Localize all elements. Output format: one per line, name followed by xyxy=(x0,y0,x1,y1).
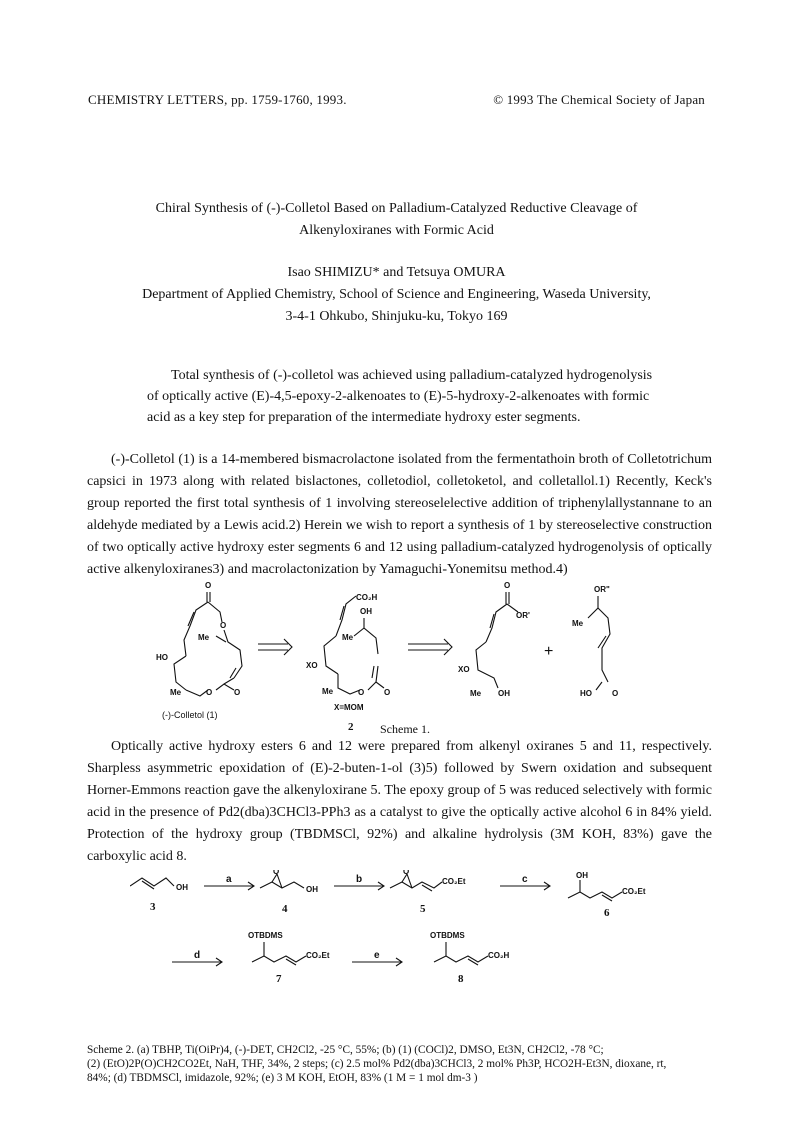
atom-label: OTBDMS xyxy=(248,931,283,940)
compound-7 xyxy=(248,931,330,985)
atom-label: Me xyxy=(170,688,182,697)
atom-label: HO xyxy=(156,653,168,662)
compound-5 xyxy=(390,870,466,915)
atom-label: O xyxy=(205,581,212,590)
atom-label: CO₂H xyxy=(488,951,510,960)
atom-label: Me xyxy=(342,633,354,642)
atom-label: OH xyxy=(576,871,588,880)
atom-label: O xyxy=(384,688,391,697)
compound-2-structure xyxy=(306,593,390,733)
atom-label: CO₂Et xyxy=(442,877,466,886)
atom-label: HO xyxy=(580,689,592,698)
step-label-d: d xyxy=(194,950,201,961)
scheme-2 xyxy=(130,870,690,1040)
abstract-text: Total synthesis of (-)-colletol was achieved using palladium-catalyzed hydrogenolysis of optically active (E)-4,5-epoxy-2-alkenoates to (E)-5-hydroxy-2-alkenoates with formic acid as a key step for preparation of the intermediate hydroxy ester segments. xyxy=(147,368,653,425)
colletol-structure xyxy=(156,581,242,720)
atom-label: Me xyxy=(198,633,210,642)
compound-6 xyxy=(568,871,646,919)
scheme-1-label: Scheme 1. xyxy=(380,722,430,734)
atom-label: XO xyxy=(458,665,470,674)
step-label-a: a xyxy=(226,874,232,885)
compound-2-number: 2 xyxy=(348,721,354,733)
step-arrow-e xyxy=(352,950,402,966)
compound-number-3: 3 xyxy=(150,901,156,913)
caption-line-1: Scheme 2. (a) TBHP, Ti(OiPr)4, (-)-DET, CH2Cl2, -25 °C, 55%; (b) (1) (COCl)2, DMSO, Et3N, CH2Cl2, -78 °C; xyxy=(87,1044,604,1056)
step-label-b: b xyxy=(356,874,363,885)
atom-label: O xyxy=(234,688,241,697)
title-line-2: Alkenyloxiranes with Formic Acid xyxy=(299,223,494,238)
atom-label: OH xyxy=(360,607,372,616)
compound-number-6: 6 xyxy=(604,907,610,919)
body-paragraph-2 xyxy=(87,736,712,868)
body-paragraph-1 xyxy=(87,449,712,581)
step-arrow-c xyxy=(500,874,550,890)
x-definition: X=MOM xyxy=(334,703,364,712)
caption-line-3: 84%; (d) TBDMSCl, imidazole, 92%; (e) 3 M KOH, EtOH, 83% (1 M = 1 mol dm-3 ) xyxy=(87,1072,478,1084)
step-arrow-b xyxy=(334,874,384,890)
fragment-b-structure xyxy=(572,585,618,698)
atom-label: XO xyxy=(306,661,318,670)
step-label-c: c xyxy=(522,874,528,885)
atom-label: O xyxy=(273,870,280,876)
atom-label: Me xyxy=(470,689,482,698)
paragraph-1-text: (-)-Colletol (1) is a 14-membered bismacrolactone isolated from the fermentathoin broth of Colletotrichum capsici in 1973 along with related bislactones, colletodiol, colletoketol, and colletallol.1) Recently, Keck's group reported the first total synthesis of 1 involving stereoselelective addition of triphenylallystannane to an aldehyde mediated by a Lewis acid.2) Herein we wish to report a synthesis of 1 by stereoselective construction of two optically active hydroxy ester segments 6 and 12 using palladium-catalyzed hydrogenolysis of optically active alkenyloxiranes3) and macrolactonization by Yamaguchi-Yonemitsu method.4) xyxy=(87,452,712,577)
retro-arrow-1 xyxy=(258,639,292,655)
compound-number-7: 7 xyxy=(276,973,282,985)
compound-4 xyxy=(260,870,318,915)
atom-label: O xyxy=(612,689,619,698)
step-arrow-a xyxy=(204,874,254,890)
article-title xyxy=(90,198,703,242)
running-header xyxy=(88,92,705,108)
atom-label: OR" xyxy=(594,585,610,594)
atom-label: OR' xyxy=(516,611,530,620)
atom-label: CO₂H xyxy=(356,593,378,602)
atom-label: O xyxy=(358,688,365,697)
atom-label: O xyxy=(220,621,227,630)
atom-label: CO₂Et xyxy=(622,887,646,896)
copyright-notice: © 1993 The Chemical Society of Japan xyxy=(493,92,705,107)
atom-label: CO₂Et xyxy=(306,951,330,960)
atom-label: OH xyxy=(176,883,188,892)
compound-3 xyxy=(130,878,188,913)
compound-8 xyxy=(430,931,510,985)
journal-citation: CHEMISTRY LETTERS, pp. 1759-1760, 1993. xyxy=(88,92,347,107)
paragraph-2-text: Optically active hydroxy esters 6 and 12 were prepared from alkenyl oxiranes 5 and 11, respectively. Sharpless asymmetric epoxidation of (E)-2-buten-1-ol (3)5) followed by Swern oxidation and subsequent Horner-Emmons reaction gave the alkenyloxirane 5. The epoxy group of 5 was reduced selectively with formic acid in the presence of Pd2(dba)3CHCl3-PPh3 as a catalyst to give the optically active alcohol 6 in 84% yield. Protection of the hydroxy group (TBDMSCl, 92%) and alkaline hydrolysis (3M KOH, 83%) gave the carboxylic acid 8. xyxy=(87,739,712,864)
step-arrow-d xyxy=(172,950,222,966)
compound-number-4: 4 xyxy=(282,903,288,915)
caption-line-2: (2) (EtO)2P(O)CH2CO2Et, NaH, THF, 34%, 2 steps; (c) 2.5 mol% Pd2(dba)3CHCl3, 2 mol% Ph3P, HCO2H-Et3N, dioxane, rt, xyxy=(87,1058,667,1070)
scheme-1 xyxy=(150,578,650,734)
plus-sign: + xyxy=(544,643,554,660)
compound-number-8: 8 xyxy=(458,973,464,985)
author-block xyxy=(90,262,703,328)
compound-1-label: (-)-Colletol (1) xyxy=(162,710,218,720)
atom-label: O xyxy=(403,870,410,876)
atom-label: OTBDMS xyxy=(430,931,465,940)
atom-label: OH xyxy=(306,885,318,894)
abstract xyxy=(147,365,659,428)
atom-label: O xyxy=(504,581,511,590)
atom-label: Me xyxy=(572,619,584,628)
atom-label: OH xyxy=(498,689,510,698)
author-names: Isao SHIMIZU* and Tetsuya OMURA xyxy=(287,265,506,280)
affiliation-line-1: Department of Applied Chemistry, School of Science and Engineering, Waseda University, xyxy=(142,287,651,302)
affiliation-line-2: 3-4-1 Ohkubo, Shinjuku-ku, Tokyo 169 xyxy=(285,309,508,324)
scheme-2-caption xyxy=(87,1043,712,1085)
atom-label: O xyxy=(206,688,213,697)
step-label-e: e xyxy=(374,950,380,961)
fragment-a-structure xyxy=(458,581,530,698)
title-line-1: Chiral Synthesis of (-)-Colletol Based on Palladium-Catalyzed Reductive Cleavage of xyxy=(155,201,638,216)
retro-arrow-2 xyxy=(408,639,452,655)
atom-label: Me xyxy=(322,687,334,696)
compound-number-5: 5 xyxy=(420,903,426,915)
